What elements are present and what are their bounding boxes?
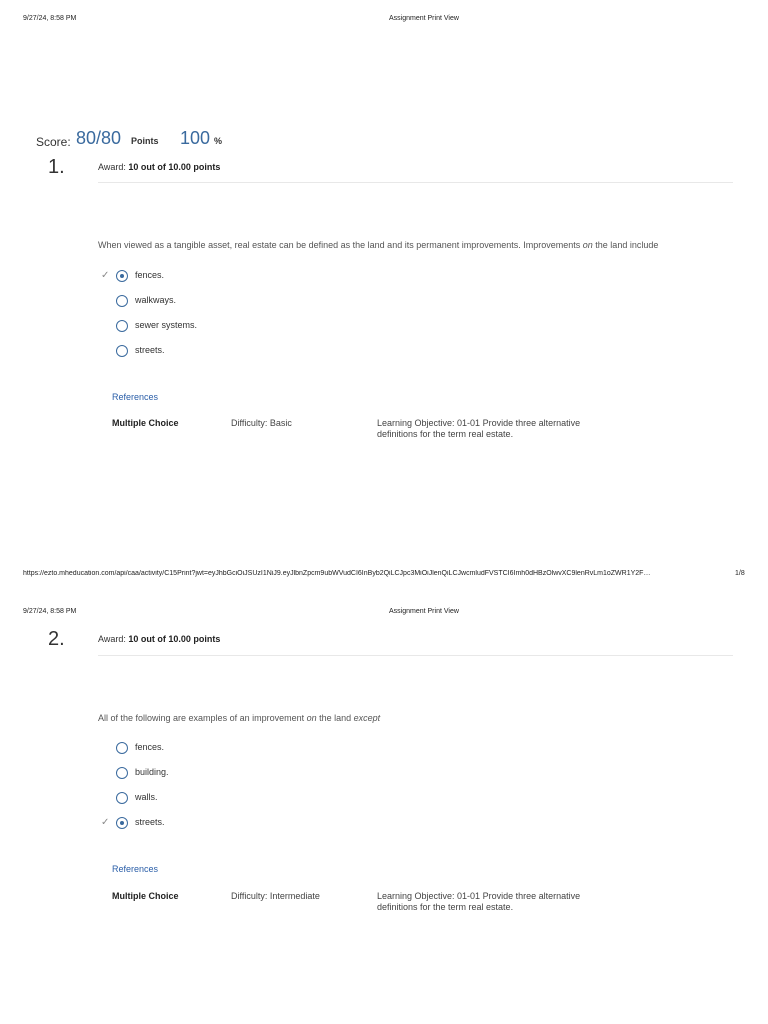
- learning-objective: Learning Objective: 01-01 Provide three alternative definitions for the term real estate.: [377, 418, 581, 439]
- option-text: fences.: [135, 270, 165, 280]
- page-number: 1/8: [735, 570, 745, 577]
- question-number: 1.: [48, 156, 65, 178]
- references-link[interactable]: References: [112, 864, 159, 874]
- option-building[interactable]: [101, 766, 401, 782]
- radio-icon[interactable]: [116, 792, 128, 804]
- print-date: 9/27/24, 8:58 PM: [23, 608, 77, 615]
- option-text: walls.: [135, 792, 158, 802]
- award-value: 10 out of 10.00 points: [128, 634, 221, 644]
- difficulty: Difficulty: Intermediate: [231, 891, 320, 901]
- score-value: 80/80: [76, 128, 122, 148]
- divider: [98, 182, 733, 183]
- option-streets[interactable]: [101, 816, 401, 832]
- radio-icon[interactable]: [116, 742, 128, 754]
- option-text: sewer systems.: [135, 320, 198, 330]
- option-fences[interactable]: [101, 269, 401, 285]
- award-label: Award:: [98, 634, 126, 644]
- radio-icon[interactable]: [116, 295, 128, 307]
- references-link[interactable]: References: [112, 392, 159, 402]
- print-date: 9/27/24, 8:58 PM: [23, 15, 77, 22]
- question-type: Multiple Choice: [112, 418, 179, 428]
- print-title: Assignment Print View: [389, 608, 459, 615]
- option-text: streets.: [135, 817, 165, 827]
- radio-selected-icon[interactable]: [116, 817, 128, 829]
- check-icon: ✓: [101, 817, 110, 828]
- award-line: [98, 162, 220, 172]
- radio-selected-icon[interactable]: [116, 270, 128, 282]
- check-icon: ✓: [101, 270, 110, 281]
- print-title: Assignment Print View: [389, 15, 459, 22]
- option-text: streets.: [135, 345, 165, 355]
- print-url: https://ezto.mheducation.com/api/caa/activity/C15Print?jwt=eyJhbGciOiJSUzI1NiJ9.eyJlbnZpcm9ubWVudCI6InByb2QiLCJpc3MiOiJlenQiLCJwcmludFVSTCI6Imh0dHBzOlwvXC9lenRvLm1oZWR1Y2F…: [23, 570, 651, 577]
- points-label: Points: [131, 136, 159, 146]
- award-line: [98, 634, 220, 644]
- award-value: 10 out of 10.00 points: [128, 162, 221, 172]
- question-type: Multiple Choice: [112, 891, 179, 901]
- percent-symbol: %: [214, 136, 223, 146]
- radio-icon[interactable]: [116, 320, 128, 332]
- option-text: fences.: [135, 742, 165, 752]
- option-streets[interactable]: [101, 344, 401, 360]
- difficulty: Difficulty: Basic: [231, 418, 292, 428]
- option-sewer-systems[interactable]: [101, 319, 401, 335]
- question-text: All of the following are examples of an improvement on the land except: [98, 713, 381, 723]
- question-number: 2.: [48, 628, 65, 650]
- radio-icon[interactable]: [116, 767, 128, 779]
- question-text: When viewed as a tangible asset, real estate can be defined as the land and its permanent improvements. Improvements on the land include: [98, 240, 659, 250]
- learning-objective: Learning Objective: 01-01 Provide three alternative definitions for the term real estate.: [377, 891, 581, 912]
- option-text: walkways.: [135, 295, 177, 305]
- option-walkways[interactable]: [101, 294, 401, 310]
- divider: [98, 655, 733, 656]
- radio-icon[interactable]: [116, 345, 128, 357]
- option-fences[interactable]: [101, 741, 401, 757]
- option-text: building.: [135, 767, 169, 777]
- award-label: Award:: [98, 162, 126, 172]
- option-walls[interactable]: [101, 791, 401, 807]
- score-label: Score:: [36, 135, 71, 149]
- score-percent: 100: [180, 128, 211, 148]
